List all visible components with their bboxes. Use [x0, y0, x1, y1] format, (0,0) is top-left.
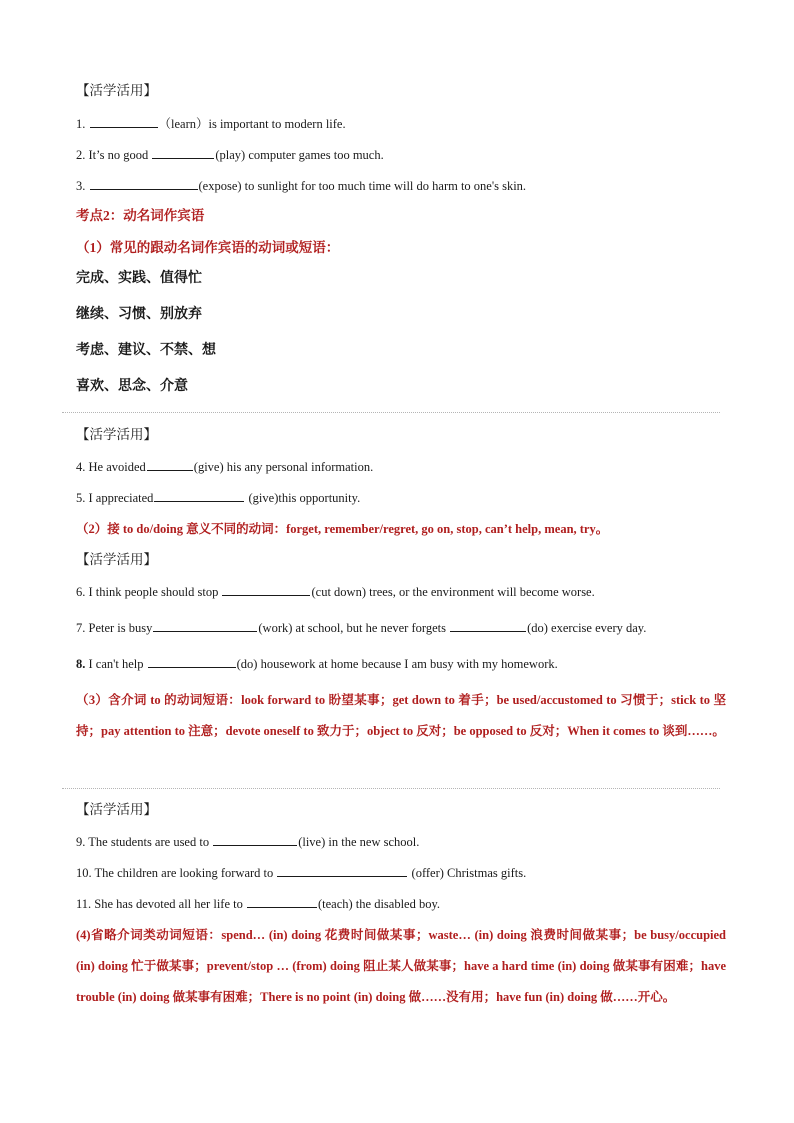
- question-10: 10. The children are looking forward to (offer) Christmas gifts.: [76, 866, 527, 880]
- question-4: 4. He avoided (give) his any personal information.: [76, 460, 374, 474]
- practice-heading: 【活学活用】: [76, 802, 157, 817]
- question-11: 11. She has devoted all her life to (teach) the disabled boy.: [76, 897, 441, 911]
- divider: [62, 412, 720, 413]
- answer-blank[interactable]: [90, 115, 158, 128]
- answer-blank[interactable]: [152, 146, 214, 159]
- answer-blank[interactable]: [247, 895, 317, 908]
- divider: [62, 788, 720, 789]
- answer-blank[interactable]: [90, 177, 198, 190]
- kaodian-title: 考点2：动名词作宾语: [76, 208, 205, 223]
- practice-heading: 【活学活用】: [76, 83, 157, 98]
- question-8: 8. I can't help (do) housework at home because I am busy with my homework.: [76, 657, 558, 671]
- sub-heading-2: （2）接 to do/doing 意义不同的动词：forget, remember/regret, go on, stop, can’t help, mean, try。: [76, 522, 609, 536]
- answer-blank[interactable]: [154, 489, 244, 502]
- sub-heading-1: （1）常见的跟动名词作宾语的动词或短语：: [76, 240, 340, 255]
- practice-heading: 【活学活用】: [76, 427, 157, 442]
- question-5: 5. I appreciated (give)this opportunity.: [76, 491, 361, 505]
- question-7: 7. Peter is busy (work) at school, but he never forgets (do) exercise every day.: [76, 621, 647, 635]
- mnemonic-line: 考虑、建议、不禁、想: [76, 343, 216, 358]
- practice-heading: 【活学活用】: [76, 552, 157, 567]
- question-6: 6. I think people should stop (cut down) trees, or the environment will become worse.: [76, 585, 595, 599]
- question-2: 2. It’s no good (play) computer games too much.: [76, 148, 384, 162]
- mnemonic-line: 喜欢、思念、介意: [76, 379, 188, 394]
- answer-blank[interactable]: [450, 619, 526, 632]
- answer-blank[interactable]: [148, 655, 236, 668]
- mnemonic-line: 继续、习惯、别放弃: [76, 307, 202, 322]
- answer-blank[interactable]: [153, 619, 257, 632]
- answer-blank[interactable]: [222, 583, 310, 596]
- question-9: 9. The students are used to (live) in the new school.: [76, 835, 420, 849]
- question-3: 3. (expose) to sunlight for too much time will do harm to one's skin.: [76, 179, 527, 193]
- sub-heading-3: （3）含介词 to 的动词短语：look forward to 盼望某事；get down to 着手；be used/accustomed to 习惯于；stick to 坚持；pay attention to 注意；devote oneself to 致力于；object to 反对；be opposed to 反对；When it comes to 谈到……。: [76, 693, 726, 738]
- question-1: 1. （learn）is important to modern life.: [76, 117, 346, 131]
- answer-blank[interactable]: [147, 458, 193, 471]
- mnemonic-line: 完成、实践、值得忙: [76, 271, 202, 286]
- sub-heading-4: (4)省略介词类动词短语：spend… (in) doing 花费时间做某事；waste… (in) doing 浪费时间做某事；be busy/occupied (in) doing 忙于做某事；prevent/stop … (from) doing 阻止某人做某事；have a hard time (in) doing 做某事有困难；have trouble (in) doing 做某事有困难；There is no point (in) doing 做……没有用；have fun (in) doing 做……开心。: [76, 928, 726, 1004]
- answer-blank[interactable]: [213, 833, 297, 846]
- answer-blank[interactable]: [277, 864, 407, 877]
